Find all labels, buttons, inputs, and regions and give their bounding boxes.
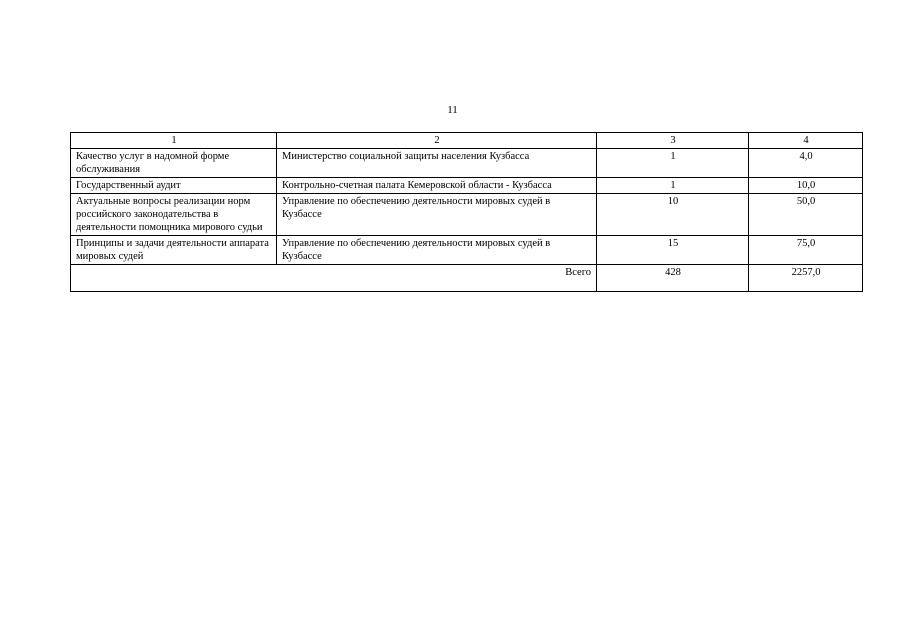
total-amount: 2257,0 — [749, 265, 863, 292]
total-row — [71, 265, 863, 292]
cell-amount: 50,0 — [749, 194, 863, 236]
cell-topic: Качество услуг в надомной форме обслуживания — [71, 149, 277, 178]
cell-count: 1 — [597, 178, 749, 194]
cell-organization: Министерство социальной защиты населения Кузбасса — [277, 149, 597, 178]
cell-amount: 4,0 — [749, 149, 863, 178]
cell-topic: Государственный аудит — [71, 178, 277, 194]
cell-count: 1 — [597, 149, 749, 178]
total-count: 428 — [597, 265, 749, 292]
cell-topic: Принципы и задачи деятельности аппарата мировых судей — [71, 236, 277, 265]
cell-organization: Управление по обеспечению деятельности мировых судей в Кузбассе — [277, 194, 597, 236]
table-header-row — [71, 133, 863, 149]
cell-organization: Управление по обеспечению деятельности мировых судей в Кузбассе — [277, 236, 597, 265]
column-header-1: 1 — [71, 133, 277, 149]
cell-count: 15 — [597, 236, 749, 265]
data-table — [70, 132, 863, 292]
column-header-4: 4 — [749, 133, 863, 149]
cell-organization: Контрольно-счетная палата Кемеровской области - Кузбасса — [277, 178, 597, 194]
cell-amount: 10,0 — [749, 178, 863, 194]
table-row — [71, 149, 863, 178]
column-header-3: 3 — [597, 133, 749, 149]
total-label: Всего — [71, 265, 597, 292]
cell-amount: 75,0 — [749, 236, 863, 265]
cell-topic: Актуальные вопросы реализации норм российского законодательства в деятельности помощника мирового судьи — [71, 194, 277, 236]
page-number: 11 — [447, 104, 458, 116]
table-row — [71, 194, 863, 236]
cell-count: 10 — [597, 194, 749, 236]
table-row — [71, 178, 863, 194]
table-row — [71, 236, 863, 265]
column-header-2: 2 — [277, 133, 597, 149]
